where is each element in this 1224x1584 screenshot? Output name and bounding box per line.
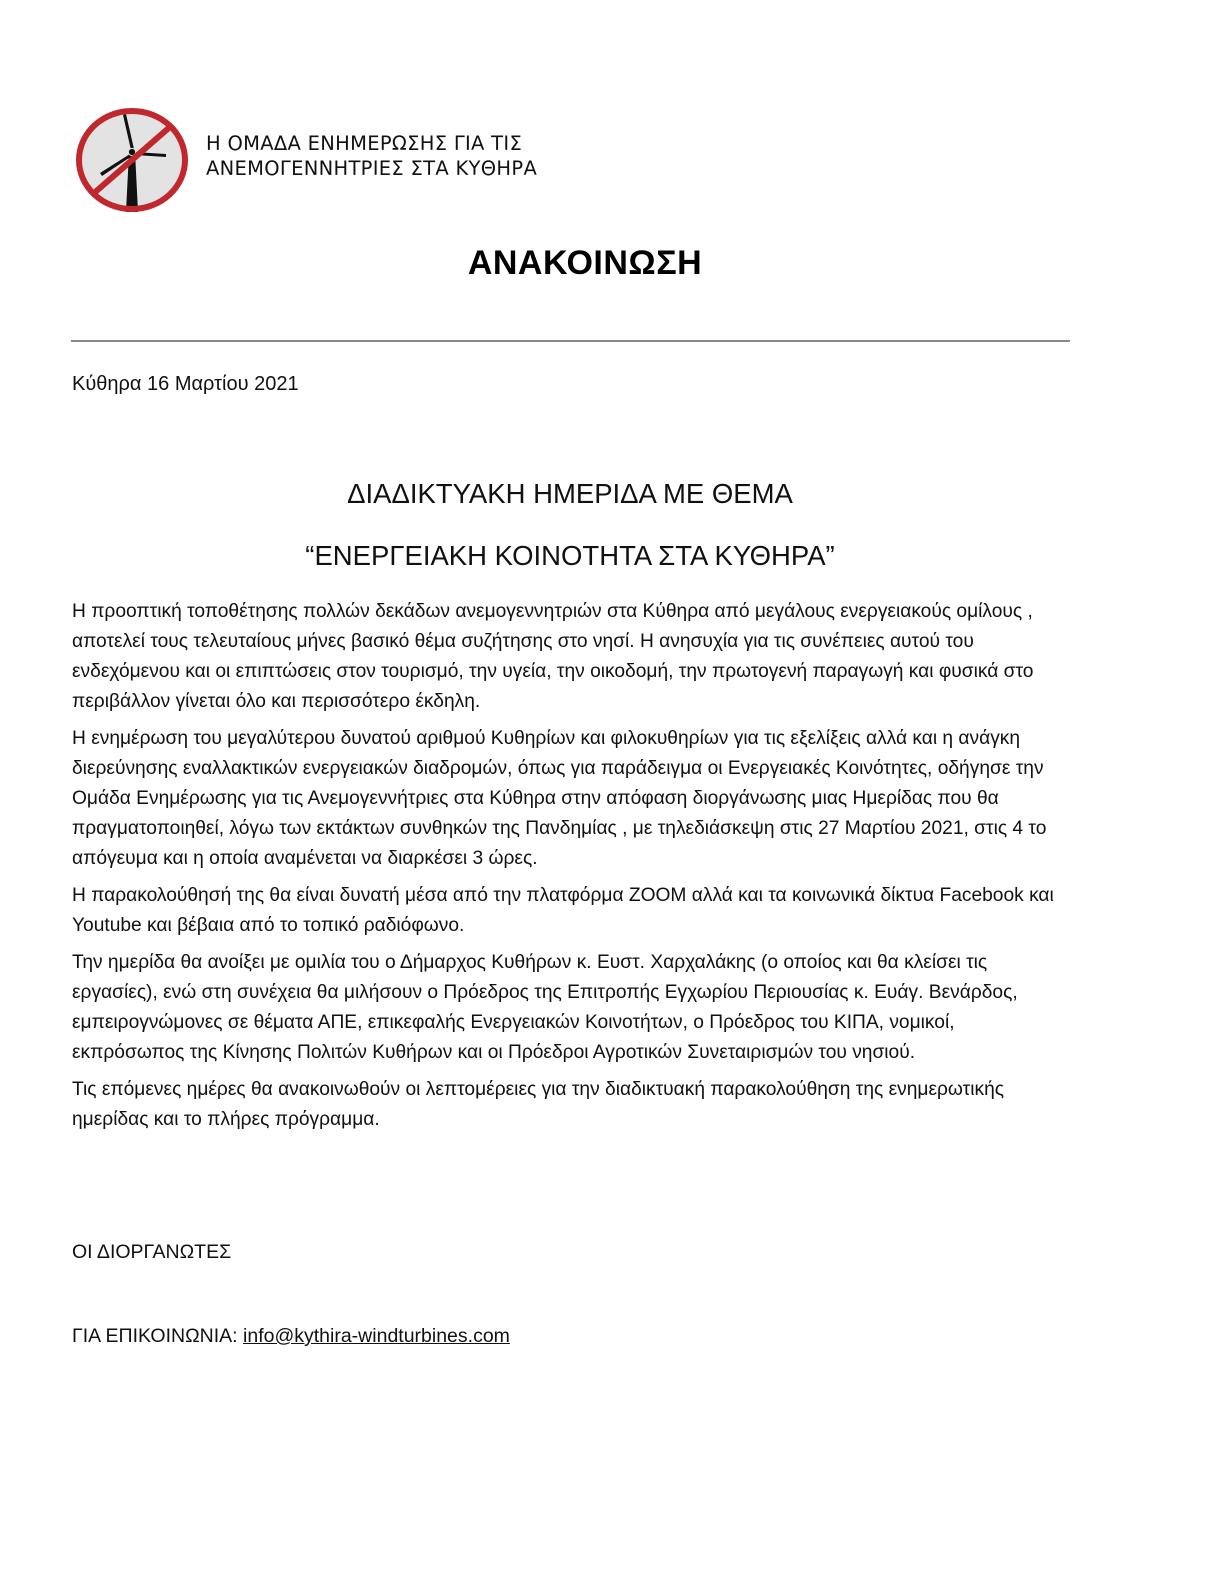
- event-title-line2: “ΕΝΕΡΓΕΙΑΚΗ ΚΟΙΝΟΤΗΤΑ ΣΤΑ ΚΥΘΗΡΑ”: [305, 540, 835, 571]
- organization-name: [206, 131, 537, 181]
- document-date: Κύθηρα 16 Μαρτίου 2021: [72, 373, 299, 395]
- contact-line: [72, 1325, 510, 1348]
- organization-name-line2: ΑΝΕΜΟΓΕΝΝΗΤΡΙΕΣ ΣΤΑ ΚΥΘΗΡΑ: [206, 157, 538, 180]
- body-paragraph: Την ημερίδα θα ανοίξει με ομιλία του ο Δήμαρχος Κυθήρων κ. Ευστ. Χαρχαλάκης (ο οποίος και θα κλείσει τις εργασίες), ενώ στη συνέχεια θα μιλήσουν ο Πρόεδρος της Επιτροπής Εγχωρίου Περιουσίας κ. Ευάγ. Βενάρδος, εμπειρογνώμονες σε θέματα ΑΠΕ, επικεφαλής Ενεργειακών Κοινοτήτων, ο Πρόεδρος του ΚΙΠΑ, νομικοί, εκπρόσωπος της Κίνησης Πολιτών Κυθήρων και οι Πρόεδροι Αγροτικών Συνεταιρισμών του νησιού.: [72, 952, 1018, 1063]
- contact-label: ΓΙΑ ΕΠΙΚΟΙΝΩΝΙΑ:: [72, 1325, 238, 1347]
- body-paragraph: Η ενημέρωση του μεγαλύτερου δυνατού αριθμού Κυθηρίων και φιλοκυθηρίων για τις εξελίξεις αλλά και η ανάγκη διερεύνησης εναλλακτικών ενεργειακών διαδρομών, όπως για παράδειγμα οι Ενεργειακές Κοινότητες, οδήγησε την Ομάδα Ενημέρωσης για τις Ανεμογεννήτριες στα Κύθηρα στην απόφαση διοργάνωσης μιας Ημερίδας που θα πραγματοποιηθεί, λόγω των εκτάκτων συνθηκών της Πανδημίας , με τηλεδιάσκεψη στις 27 Μαρτίου 2021, στις 4 το απόγευμα και η οποία αναμένεται να διαρκέσει 3 ώρες.: [72, 728, 1047, 869]
- no-wind-turbine-icon: [72, 104, 192, 216]
- body-paragraph: Η προοπτική τοποθέτησης πολλών δεκάδων ανεμογεννητριών στα Κύθηρα από μεγάλους ενεργειακούς ομίλους , αποτελεί τους τελευταίους μήνες βασικό θέμα συζήτησης στο νησί. Η ανησυχία για τις συνέπειες αυτού του ενδεχόμενου και οι επιπτώσεις στον τουρισμό, την υγεία, την οικοδομή, την πρωτογενή παραγωγή και φυσικά στο περιβάλλον γίνεται όλο και περισσότερο έκδηλη.: [72, 601, 1034, 712]
- event-title-line1: ΔΙΑΔΙΚΤΥΑΚΗ ΗΜΕΡΙΔΑ ΜΕ ΘΕΜΑ: [347, 478, 793, 509]
- document-title: ΑΝΑΚΟΙΝΩΣΗ: [467, 244, 703, 282]
- organization-header: [72, 104, 537, 216]
- signature: ΟΙ ΔΙΟΡΓΑΝΩΤΕΣ: [72, 1241, 232, 1263]
- body-paragraph: Τις επόμενες ημέρες θα ανακοινωθούν οι λεπτομέρειες για την διαδικτυακή παρακολούθηση της ενημερωτικής ημερίδας και το πλήρες πρόγραμμα.: [72, 1079, 1004, 1130]
- organization-name-line1: Η ΟΜΑΔΑ ΕΝΗΜΕΡΩΣΗΣ ΓΙΑ ΤΙΣ: [206, 132, 523, 155]
- body-paragraph: Η παρακολούθησή της θα είναι δυνατή μέσα από την πλατφόρμα ZOOM αλλά και τα κοινωνικά δίκτυα Facebook και Youtube και βέβαια από το τοπικό ραδιόφωνο.: [72, 885, 1054, 936]
- title-separator: [71, 340, 1070, 342]
- announcement-body: [72, 597, 1072, 1142]
- contact-email-link[interactable]: info@kythira-windturbines.com: [243, 1325, 510, 1347]
